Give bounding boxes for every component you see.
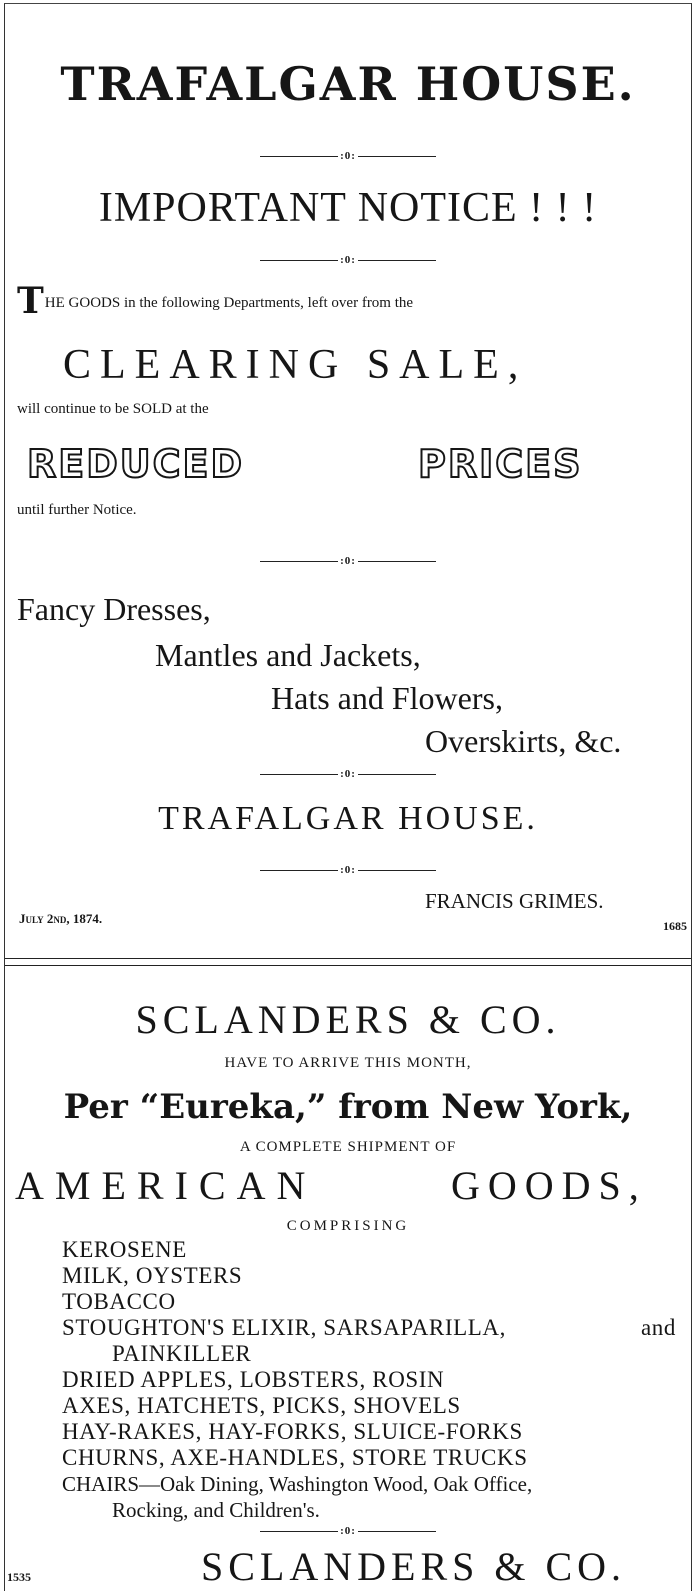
department-mantles: Mantles and Jackets, [155,637,421,673]
ad2-per-eureka: Per “Eureka,” from New York, [63,1087,633,1127]
list-item: AXES, HATCHETS, PICKS, SHOVELS [62,1393,461,1418]
ad-divider [5,958,691,966]
ornament-rule: :0: [5,253,691,267]
ornament-rule: :0: [5,863,691,877]
ad1-intro [17,280,414,322]
ad2-signature: SCLANDERS & CO. [201,1544,627,1589]
ad1-number: 1685 [663,919,687,933]
ad2-goods-word: GOODS, [451,1163,647,1208]
ornament-rule: :0: [5,554,691,568]
ad2-american-word: AMERICAN [15,1163,317,1208]
list-item-continued: PAINKILLER [112,1341,252,1366]
ad2-arrive: HAVE TO ARRIVE THIS MONTH, [224,1055,472,1071]
ad2-title: SCLANDERS & CO. [135,997,561,1042]
ad1-notice: IMPORTANT NOTICE ! ! ! [98,185,598,231]
ad1-proprietor: FRANCIS GRIMES. [425,889,604,913]
ad2-shipment: A COMPLETE SHIPMENT OF [239,1139,457,1155]
department-fancy-dresses: Fancy Dresses, [17,591,211,627]
ad1-prices-word: PRICES [418,442,583,486]
ornament-rule: :0: [5,767,691,781]
ad1-reduced-word: REDUCED [27,442,245,486]
department-hats: Hats and Flowers, [271,680,503,716]
list-item: CHURNS, AXE-HANDLES, STORE TRUCKS [62,1445,528,1470]
list-item: STOUGHTON'S ELIXIR, SARSAPARILLA, and [62,1315,676,1340]
ad1-footer-title: TRAFALGAR HOUSE. [158,800,538,837]
list-item: HAY-RAKES, HAY-FORKS, SLUICE-FORKS [62,1419,523,1444]
ad1-continue-text: will continue to be SOLD at the [17,401,209,417]
drop-cap: T [17,280,44,322]
newspaper-column [4,3,692,1591]
ornament-rule: :0: [5,1524,691,1538]
ad1-date: July 2nd, 1874. [19,911,103,926]
list-item: MILK, OYSTERS [62,1263,243,1288]
ad2-comprising: COMPRISING [286,1218,410,1234]
ad1-intro-text: HE GOODS in the following Departments, left over from the [44,295,414,311]
ad2-number: 1535 [7,1570,31,1584]
list-item-continued: Rocking, and Children's. [112,1498,320,1522]
ad1-title: TRAFALGAR HOUSE. [60,57,636,111]
ornament-rule: :0: [5,149,691,163]
list-item: CHAIRS—Oak Dining, Washington Wood, Oak Office, [62,1472,533,1496]
goods-list [62,1237,676,1523]
list-item: KEROSENE [62,1237,187,1262]
department-overskirts: Overskirts, &c. [425,723,622,759]
ad1-until-text: until further Notice. [17,502,137,518]
ad1-clearing-sale: CLEARING SALE, [63,342,528,388]
list-item: TOBACCO [62,1289,176,1314]
list-item: DRIED APPLES, LOBSTERS, ROSIN [62,1367,445,1392]
